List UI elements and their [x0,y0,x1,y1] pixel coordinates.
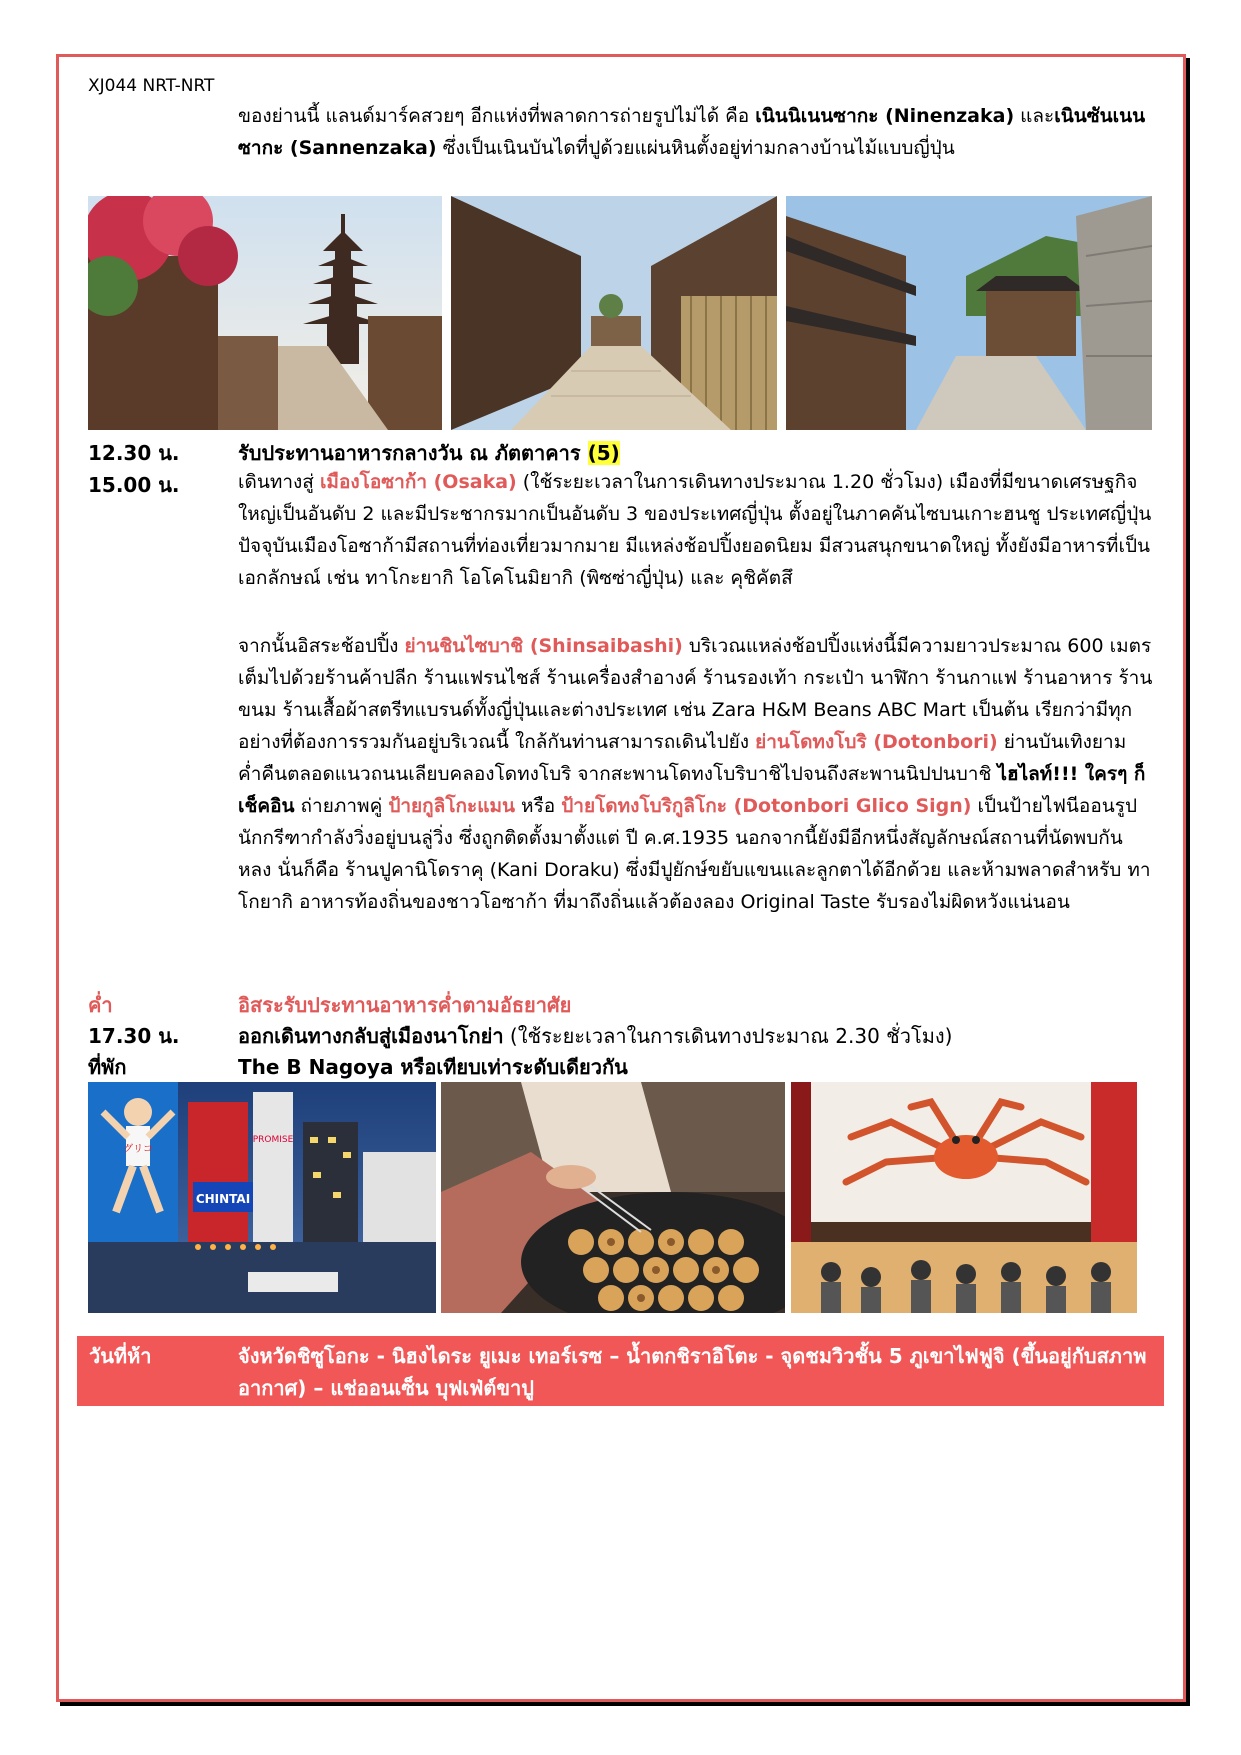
shop-text-2: บริเวณแหล่งช้อปปิ้งแห่งนี้มีความยาวประมาณ 600 เมตร เต็มไปด้วยร้านค้าปลีก ร้านแฟรนไชส์ ร้านเครื่องสำอางค์ ร้านรองเท้า กระเป๋า นาฬิกา ร้านกาแฟ ร้านอาหาร ร้านขนม ร้านเสื้อผ้าสตรีทแบรนด์ทั้งญี่ปุ่นและต่างประเทศ เช่น Zara H&M Beans ABC Mart เป็นต้น เรียกว่ามีทุกอย่างที่ต้องการรวมกันอยู่บริเวณนี้ ใกล้กันท่านสามารถเดินไปยัง [238,635,1153,753]
tour-code: XJ044 NRT-NRT [88,76,215,96]
osaka-description: (ใช้ระยะเวลาในการเดินทางประมาณ 1.20 ชั่วโมง) เมืองที่มีขนาดเศรษฐกิจใหญ่เป็นอันดับ 2 และมีประชากรมากเป็นอันดับ 3 ของประเทศญี่ปุ่น ตั้งอยู่ในภาคคันไซบนเกาะฮนชู ประเทศญี่ปุ่น ปัจจุบันเมืองโอซาก้ามีสถานที่ท่องเที่ยวมากมาย มีแหล่งช้อปปิ้งยอดนิยม มีสวนสนุกขนาดใหญ่ ทั้งยังมีอาหารที่เป็นเอกลักษณ์ เช่น ทาโกะยากิ โอโคโนมิยากิ (พิซซ่าญี่ปุ่น) และ คุชิคัตสึ [238,471,1152,589]
shop-text-4: ถ่ายภาพคู่ [294,795,389,817]
depart-time: 17.30 น. [88,1024,180,1048]
shop-text-6: เป็นป้ายไฟนีออนรูปนักกรีฑากำลังวิ่งอยู่บนลู่วิ่ง ซึ่งถูกติดตั้งมาตั้งแต่ ปี ค.ศ.1935 นอกจากนี้ยังมีอีกหนึ่งสัญลักษณ์สถานที่นัดพบกันหลง นั่นก็คือ ร้านปูคานิโดราคุ (Kani Doraku) ซึ่งมีปูยักษ์ขยับแขนและลูกตาได้อีกด้วย และห้ามพลาดสำหรับ ทาโกยากิ อาหารท้องถิ่นของชาวโอซาก้า ที่มาถึงถิ่นแล้วต้องลอง Original Taste รับรองไม่ผิดหวังแน่นอน [238,795,1151,913]
ninenzaka-street-photo [451,196,777,430]
dinner-time: ค่ำ [88,993,113,1017]
hotel-label: ที่พัก [88,1055,127,1079]
glicoman-sign-name: ป้ายกูลิโกะแมน [388,795,515,817]
osaka-paragraph [238,466,1156,594]
chintai-sign-text: CHINTAI [195,1192,251,1206]
sannenzaka-street-photo [786,196,1152,430]
dinner-text: อิสระรับประทานอาหารค่ำตามอัธยาศัย [238,993,572,1017]
depart-content [238,1021,1158,1051]
osaka-city-name: เมืองโอซาก้า (Osaka) [319,471,517,493]
takoyaki-photo [441,1082,785,1313]
hotel-content [238,1052,1158,1082]
shop-text-5: หรือ [515,795,562,817]
day5-title: จังหวัดชิซูโอกะ - นิฮงไดระ ยูเมะ เทอร์เรซ – น้ำตกชิราอิโตะ - จุดชมวิวชั้น 5 ภูเขาไฟฟูจิ (ขึ้นอยู่กับสภาพอากาศ) – แช่ออนเซ็น บุฟเฟ่ต์ขาปู [238,1344,1147,1400]
day5-banner [77,1336,1164,1406]
lunch-text: รับประทานอาหารกลางวัน ณ ภัตตาคาร [238,441,581,465]
glico-sign-text: グリコ [123,1144,153,1155]
highlight-text: ไฮไลท์!!! ใครๆ ก็เช็คอิน [238,763,1146,817]
depart-bold-text: ออกเดินทางกลับสู่เมืองนาโกย่า [238,1024,504,1048]
shop-text-3: ย่านบันเทิงยามค่ำคืนตลอดแนวถนนเลียบคลองโดทงโบริ จากสะพานโดทงโบริบาชิไปจนถึงสะพานนิปปนบาชิ [238,731,1127,785]
meal-number-badge: (5) [587,441,620,465]
glico-sign-name: ป้ายโดทงโบริกูลิโกะ (Dotonbori Glico Sign) [561,795,972,817]
lunch-time: 12.30 น. [88,441,180,465]
intro-paragraph [238,100,1156,164]
day5-label: วันที่ห้า [89,1344,152,1368]
intro-text-2: และ [1020,105,1055,127]
intro-text-1: ของย่านนี้ แลนด์มาร์คสวยๆ อีกแห่งที่พลาดการถ่ายรูปไม่ได้ คือ [238,105,756,127]
yasaka-pagoda-photo [88,196,442,430]
depart-duration: (ใช้ระยะเวลาในการเดินทางประมาณ 2.30 ชั่วโมง) [503,1024,953,1048]
shinsaibashi-name: ย่านชินไซบาชิ (Shinsaibashi) [404,635,683,657]
shopping-paragraph [238,630,1156,918]
intro-text-3: ซึ่งเป็นเนินบันไดที่ปูด้วยแผ่นหินตั้งอยู่ท่ามกลางบ้านไม้แบบญี่ปุ่น [436,137,955,159]
dotonbori-glico-photo [88,1082,436,1313]
ninenzaka-name: เนินนิเนนซากะ (Ninenzaka) [755,105,1015,127]
hotel-name: The B Nagoya [238,1055,394,1079]
dotonbori-name: ย่านโดทงโบริ (Dotonbori) [755,731,998,753]
promise-sign-text: PROMISE [252,1135,294,1145]
osaka-time: 15.00 น. [88,473,180,497]
hotel-note: หรือเทียบเท่าระดับเดียวกัน [393,1055,628,1079]
kani-doraku-photo [791,1082,1137,1313]
sannenzaka-name: เนินซันเนนซากะ (Sannenzaka) [238,105,1146,159]
shop-text-1: จากนั้นอิสระช้อปปิ้ง [238,635,405,657]
osaka-text-1: เดินทางสู่ [238,471,320,493]
lunch-content [238,438,1158,468]
